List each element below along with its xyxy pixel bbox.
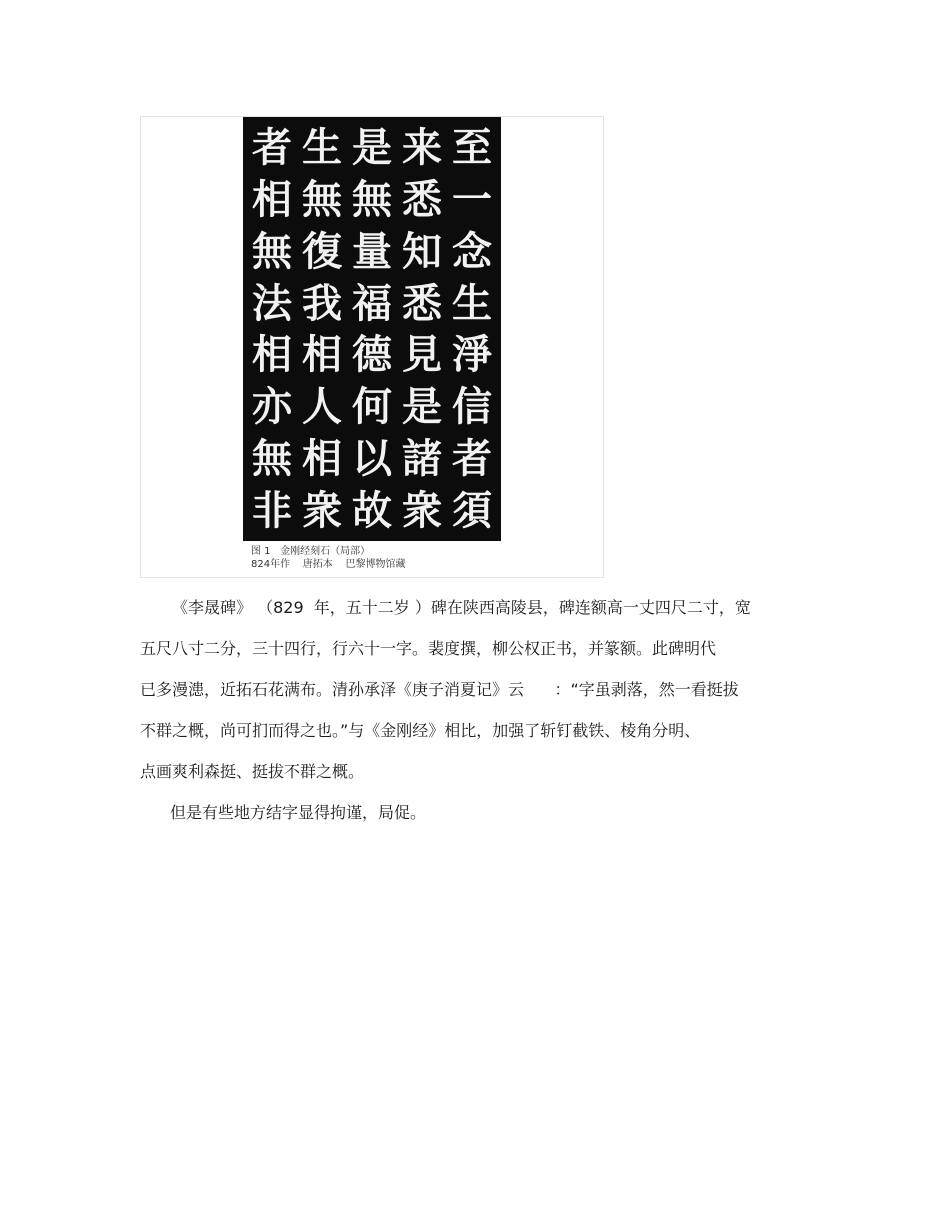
rubbing-character: 相 xyxy=(302,331,342,379)
rubbing-character: 人 xyxy=(302,383,342,431)
rubbing-character: 相 xyxy=(302,435,342,483)
figure-caption xyxy=(251,545,406,571)
body-text-line: 五尺八寸二分，三十四行，行六十一字。裴度撰，柳公权正书，并篆额。此碑明代 xyxy=(140,639,717,658)
rubbing-character: 何 xyxy=(352,383,392,431)
rubbing-character: 淨 xyxy=(452,331,492,379)
body-text-line: 《李晟碑》 （829 年，五十二岁 ）碑在陕西高陵县，碑连额高一丈四尺二寸，宽 xyxy=(172,598,751,617)
body-text-line: 点画爽利森挺、挺拔不群之概。 xyxy=(140,762,365,781)
rubbing-character: 生 xyxy=(452,279,492,327)
rubbing-character: 無 xyxy=(252,435,292,483)
rubbing-character: 法 xyxy=(252,279,292,327)
rubbing-character: 德 xyxy=(352,331,392,379)
rubbing-character: 信 xyxy=(452,383,492,431)
rubbing-character: 至 xyxy=(452,124,492,171)
rubbing-character: 無 xyxy=(352,175,392,223)
rubbing-character: 是 xyxy=(352,124,392,171)
stone-rubbing-image xyxy=(243,117,501,541)
rubbing-column xyxy=(297,123,347,537)
rubbing-character: 衆 xyxy=(402,486,442,534)
rubbing-character: 一 xyxy=(452,175,492,223)
rubbing-character: 須 xyxy=(452,486,492,534)
rubbing-character: 衆 xyxy=(302,486,342,534)
rubbing-character: 念 xyxy=(452,227,492,275)
rubbing-character: 相 xyxy=(252,175,292,223)
rubbing-column xyxy=(447,123,497,537)
rubbing-character: 知 xyxy=(402,227,442,275)
caption-title: 图 1 金刚经刻石（局部） xyxy=(251,546,371,557)
rubbing-character: 我 xyxy=(302,279,342,327)
rubbing-column xyxy=(347,123,397,537)
rubbing-character: 福 xyxy=(352,279,392,327)
rubbing-column xyxy=(247,123,297,537)
body-text-line: 已多漫漶，近拓石花满布。清孙承泽《庚子消夏记》云 ：“字虽剥落，然一看挺拔 xyxy=(140,680,739,699)
rubbing-character: 以 xyxy=(352,435,392,483)
caption-source: 824年作 唐拓本 巴黎博物馆藏 xyxy=(251,559,406,570)
rubbing-character: 是 xyxy=(402,383,442,431)
rubbing-character: 悉 xyxy=(402,175,442,223)
rubbing-character: 諸 xyxy=(402,435,442,483)
rubbing-character: 相 xyxy=(252,331,292,379)
rubbing-character: 無 xyxy=(252,227,292,275)
body-text-line: 不群之概，尚可扪而得之也。”与《金刚经》相比，加强了斩钉截铁、棱角分明、 xyxy=(140,721,701,740)
rubbing-character: 量 xyxy=(352,227,392,275)
rubbing-character: 悉 xyxy=(402,279,442,327)
rubbing-character: 生 xyxy=(302,124,342,171)
rubbing-column xyxy=(397,123,447,537)
body-text-line: 但是有些地方结字显得拘谨，局促。 xyxy=(170,803,427,822)
rubbing-character: 非 xyxy=(252,486,292,534)
rubbing-character: 者 xyxy=(452,435,492,483)
rubbing-character: 無 xyxy=(302,175,342,223)
rubbing-character: 故 xyxy=(352,486,392,534)
rubbing-character: 復 xyxy=(302,227,342,275)
rubbing-figure xyxy=(140,116,604,578)
rubbing-character: 者 xyxy=(252,124,292,171)
rubbing-character: 亦 xyxy=(252,383,292,431)
rubbing-character: 見 xyxy=(402,331,442,379)
rubbing-character: 来 xyxy=(402,124,442,171)
